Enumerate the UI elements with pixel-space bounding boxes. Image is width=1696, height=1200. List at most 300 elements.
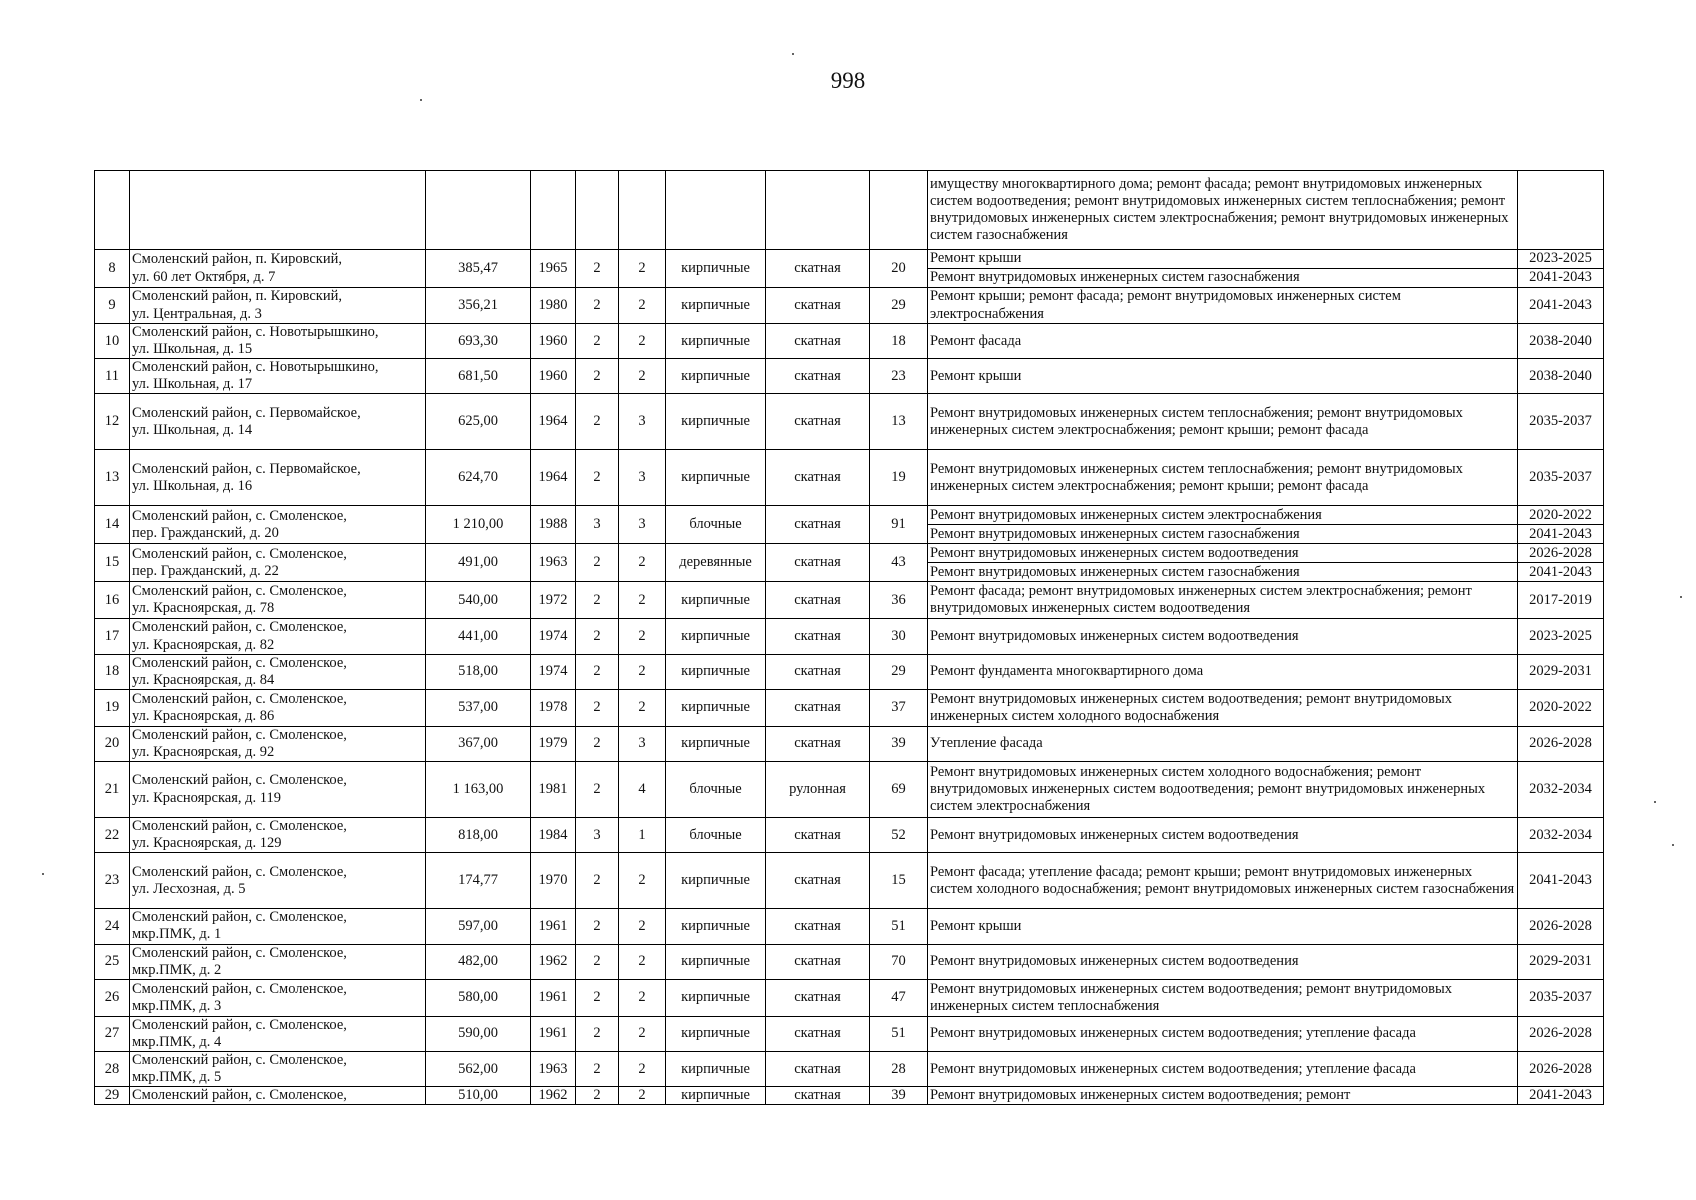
cell-works: Ремонт внутридомовых инженерных систем водоотведения bbox=[928, 944, 1518, 979]
cell-address bbox=[130, 979, 426, 1016]
cell-floors: 2 bbox=[576, 979, 619, 1016]
cell-roof: скатная bbox=[766, 250, 870, 288]
address-line-2: ул. Красноярская, д. 129 bbox=[132, 835, 282, 852]
cell-material: кирпичные bbox=[666, 288, 766, 324]
cell-year: 1961 bbox=[531, 979, 576, 1016]
table-row bbox=[95, 726, 1604, 761]
cell-year: 1961 bbox=[531, 1016, 576, 1051]
cell-roof bbox=[766, 171, 870, 250]
cell-material: кирпичные bbox=[666, 944, 766, 979]
cell-roof: скатная bbox=[766, 944, 870, 979]
address-line-2: ул. Красноярская, д. 78 bbox=[132, 600, 275, 617]
cell-works: Ремонт внутридомовых инженерных систем холодного водоснабжения; ремонт внутридомовых инженерных систем водоотведения; ремонт внутридомовых инженерных систем электроснабжения bbox=[928, 762, 1518, 818]
scan-speck bbox=[42, 873, 44, 875]
cell-row-number: 12 bbox=[95, 394, 130, 450]
cell-address bbox=[130, 288, 426, 324]
cell-area: 441,00 bbox=[426, 619, 531, 654]
table-row bbox=[95, 909, 1604, 944]
cell-row-number: 29 bbox=[95, 1087, 130, 1105]
cell-address bbox=[130, 762, 426, 818]
cell-entrances: 2 bbox=[619, 853, 666, 909]
cell-address bbox=[130, 619, 426, 654]
cell-material: кирпичные bbox=[666, 394, 766, 450]
table-row bbox=[95, 1016, 1604, 1051]
cell-works: Ремонт фундамента многоквартирного дома bbox=[928, 654, 1518, 689]
table-body bbox=[95, 171, 1604, 1105]
cell-entrances: 2 bbox=[619, 944, 666, 979]
cell-entrances: 4 bbox=[619, 762, 666, 818]
table-row bbox=[95, 979, 1604, 1016]
cell-area: 590,00 bbox=[426, 1016, 531, 1051]
cell-period: 2020-2022 bbox=[1518, 689, 1604, 726]
cell-year: 1974 bbox=[531, 654, 576, 689]
cell-roof: скатная bbox=[766, 1051, 870, 1086]
cell-period: 2041-2043 bbox=[1518, 1087, 1604, 1105]
cell-entrances: 3 bbox=[619, 394, 666, 450]
cell-row-number: 22 bbox=[95, 818, 130, 853]
cell-year bbox=[531, 171, 576, 250]
cell-row-number: 14 bbox=[95, 506, 130, 544]
cell-area: 580,00 bbox=[426, 979, 531, 1016]
cell-roof: скатная bbox=[766, 689, 870, 726]
cell-year: 1988 bbox=[531, 506, 576, 544]
cell-floors: 2 bbox=[576, 582, 619, 619]
cell-period: 2029-2031 bbox=[1518, 654, 1604, 689]
cell-roof: скатная bbox=[766, 1087, 870, 1105]
cell-works: Ремонт внутридомовых инженерных систем водоотведения; утепление фасада bbox=[928, 1051, 1518, 1086]
cell-year: 1984 bbox=[531, 818, 576, 853]
address-line-1: Смоленский район, с. Смоленское, bbox=[132, 909, 347, 926]
cell-area: 356,21 bbox=[426, 288, 531, 324]
cell-period: 2041-2043 bbox=[1518, 269, 1604, 288]
cell-area: 1 210,00 bbox=[426, 506, 531, 544]
address-line-1: Смоленский район, с. Смоленское, bbox=[132, 944, 347, 961]
cell-year: 1963 bbox=[531, 1051, 576, 1086]
cell-roof: скатная bbox=[766, 726, 870, 761]
cell-floors: 2 bbox=[576, 288, 619, 324]
cell-year: 1970 bbox=[531, 853, 576, 909]
cell-works: Утепление фасада bbox=[928, 726, 1518, 761]
cell-works: Ремонт внутридомовых инженерных систем газоснабжения bbox=[928, 525, 1518, 544]
cell-works: Ремонт внутридомовых инженерных систем электроснабжения bbox=[928, 506, 1518, 525]
cell-residents: 28 bbox=[870, 1051, 928, 1086]
cell-period bbox=[1518, 171, 1604, 250]
cell-floors: 2 bbox=[576, 324, 619, 359]
cell-area: 537,00 bbox=[426, 689, 531, 726]
address-line-2: мкр.ПМК, д. 3 bbox=[132, 997, 222, 1014]
address-line-2: ул. Красноярская, д. 119 bbox=[132, 789, 282, 806]
cell-residents: 19 bbox=[870, 450, 928, 506]
cell-entrances: 2 bbox=[619, 689, 666, 726]
table-row bbox=[95, 506, 1604, 525]
table-row bbox=[95, 762, 1604, 818]
cell-period: 2038-2040 bbox=[1518, 324, 1604, 359]
cell-works: Ремонт крыши; ремонт фасада; ремонт внутридомовых инженерных систем электроснабжения bbox=[928, 288, 1518, 324]
cell-period: 2026-2028 bbox=[1518, 726, 1604, 761]
cell-roof: скатная bbox=[766, 506, 870, 544]
address-line-2: ул. Красноярская, д. 92 bbox=[132, 743, 275, 760]
cell-row-number: 15 bbox=[95, 544, 130, 582]
address-line-1: Смоленский район, с. Смоленское, bbox=[132, 863, 347, 880]
cell-material: блочные bbox=[666, 818, 766, 853]
cell-period: 2041-2043 bbox=[1518, 563, 1604, 582]
cell-floors: 2 bbox=[576, 394, 619, 450]
cell-floors: 2 bbox=[576, 1016, 619, 1051]
address-line-2: ул. Красноярская, д. 86 bbox=[132, 707, 275, 724]
address-line-1: Смоленский район, с. Смоленское, bbox=[132, 583, 347, 600]
cell-roof: скатная bbox=[766, 288, 870, 324]
cell-row-number: 23 bbox=[95, 853, 130, 909]
cell-period: 2023-2025 bbox=[1518, 250, 1604, 269]
address-line-1: Смоленский район, с. Новотырышкино, bbox=[132, 359, 379, 376]
cell-roof: скатная bbox=[766, 979, 870, 1016]
cell-address bbox=[130, 1051, 426, 1086]
address-line-2: ул. Школьная, д. 15 bbox=[132, 341, 253, 358]
cell-material: кирпичные bbox=[666, 1016, 766, 1051]
cell-works: Ремонт внутридомовых инженерных систем газоснабжения bbox=[928, 563, 1518, 582]
cell-year: 1964 bbox=[531, 450, 576, 506]
cell-material: кирпичные bbox=[666, 909, 766, 944]
cell-address bbox=[130, 909, 426, 944]
cell-works-continuation: имуществу многоквартирного дома; ремонт фасада; ремонт внутридомовых инженерных систем водоотведения; ремонт внутридомовых инженерных систем теплоснабжения; ремонт внутридомовых инженерных систем электроснабжения; ремонт внутридомовых инженерных систем газоснабжения bbox=[928, 171, 1518, 250]
address-line-2: ул. Лесхозная, д. 5 bbox=[132, 880, 246, 897]
cell-area: 1 163,00 bbox=[426, 762, 531, 818]
cell-roof: скатная bbox=[766, 654, 870, 689]
address-line-1: Смоленский район, с. Смоленское, bbox=[132, 818, 347, 835]
cell-entrances: 2 bbox=[619, 654, 666, 689]
cell-area: 482,00 bbox=[426, 944, 531, 979]
address-line-1: Смоленский район, п. Кировский, bbox=[132, 288, 342, 305]
address-line-2: мкр.ПМК, д. 2 bbox=[132, 961, 222, 978]
cell-roof: рулонная bbox=[766, 762, 870, 818]
cell-area: 625,00 bbox=[426, 394, 531, 450]
cell-area: 693,30 bbox=[426, 324, 531, 359]
address-line-1: Смоленский район, с. Смоленское, bbox=[132, 1016, 347, 1033]
cell-row-number: 17 bbox=[95, 619, 130, 654]
cell-floors: 2 bbox=[576, 726, 619, 761]
cell-floors: 2 bbox=[576, 450, 619, 506]
table-row bbox=[95, 619, 1604, 654]
cell-row-number: 26 bbox=[95, 979, 130, 1016]
cell-roof: скатная bbox=[766, 394, 870, 450]
address-line-2: ул. Центральная, д. 3 bbox=[132, 305, 262, 322]
address-line-2: пер. Гражданский, д. 22 bbox=[132, 562, 279, 579]
cell-year: 1974 bbox=[531, 619, 576, 654]
cell-area: 562,00 bbox=[426, 1051, 531, 1086]
cell-address bbox=[130, 726, 426, 761]
table-row bbox=[95, 944, 1604, 979]
cell-period: 2032-2034 bbox=[1518, 762, 1604, 818]
cell-row-number: 20 bbox=[95, 726, 130, 761]
cell-residents: 29 bbox=[870, 288, 928, 324]
address-line-1: Смоленский район, с. Смоленское, bbox=[132, 690, 347, 707]
address-line-1: Смоленский район, с. Смоленское, bbox=[132, 1051, 347, 1068]
cell-works: Ремонт крыши bbox=[928, 359, 1518, 394]
cell-address bbox=[130, 394, 426, 450]
cell-works: Ремонт внутридомовых инженерных систем теплоснабжения; ремонт внутридомовых инженерных систем электроснабжения; ремонт крыши; ремонт фасада bbox=[928, 450, 1518, 506]
cell-floors: 2 bbox=[576, 359, 619, 394]
cell-period: 2026-2028 bbox=[1518, 1051, 1604, 1086]
cell-material: кирпичные bbox=[666, 250, 766, 288]
cell-area bbox=[426, 171, 531, 250]
cell-residents: 47 bbox=[870, 979, 928, 1016]
cell-area: 491,00 bbox=[426, 544, 531, 582]
cell-entrances bbox=[619, 171, 666, 250]
cell-material: кирпичные bbox=[666, 1087, 766, 1105]
scan-speck bbox=[420, 99, 422, 101]
cell-row-number: 11 bbox=[95, 359, 130, 394]
cell-residents: 52 bbox=[870, 818, 928, 853]
cell-roof: скатная bbox=[766, 450, 870, 506]
cell-material: кирпичные bbox=[666, 853, 766, 909]
cell-entrances: 2 bbox=[619, 250, 666, 288]
cell-roof: скатная bbox=[766, 909, 870, 944]
cell-year: 1961 bbox=[531, 909, 576, 944]
cell-floors: 2 bbox=[576, 762, 619, 818]
cell-row-number: 8 bbox=[95, 250, 130, 288]
address-line-1: Смоленский район, с. Смоленское, bbox=[132, 507, 347, 524]
cell-material: блочные bbox=[666, 506, 766, 544]
cell-period: 2026-2028 bbox=[1518, 909, 1604, 944]
cell-year: 1972 bbox=[531, 582, 576, 619]
cell-address bbox=[130, 1087, 426, 1105]
cell-num bbox=[95, 171, 130, 250]
cell-floors bbox=[576, 171, 619, 250]
cell-period: 2038-2040 bbox=[1518, 359, 1604, 394]
cell-entrances: 2 bbox=[619, 979, 666, 1016]
cell-roof: скатная bbox=[766, 853, 870, 909]
cell-area: 174,77 bbox=[426, 853, 531, 909]
cell-address bbox=[130, 944, 426, 979]
address-line-1: Смоленский район, с. Смоленское, bbox=[132, 772, 347, 789]
cell-material: кирпичные bbox=[666, 654, 766, 689]
cell-entrances: 2 bbox=[619, 619, 666, 654]
cell-address bbox=[130, 359, 426, 394]
cell-works: Ремонт внутридомовых инженерных систем теплоснабжения; ремонт внутридомовых инженерных систем электроснабжения; ремонт крыши; ремонт фасада bbox=[928, 394, 1518, 450]
cell-row-number: 24 bbox=[95, 909, 130, 944]
cell-year: 1978 bbox=[531, 689, 576, 726]
cell-roof: скатная bbox=[766, 818, 870, 853]
address-line-2: ул. 60 лет Октября, д. 7 bbox=[132, 268, 276, 285]
cell-material: кирпичные bbox=[666, 619, 766, 654]
cell-residents: 43 bbox=[870, 544, 928, 582]
cell-material: кирпичные bbox=[666, 1051, 766, 1086]
cell-period: 2041-2043 bbox=[1518, 853, 1604, 909]
table-row bbox=[95, 853, 1604, 909]
cell-entrances: 2 bbox=[619, 1016, 666, 1051]
cell-floors: 2 bbox=[576, 544, 619, 582]
cell-address bbox=[130, 689, 426, 726]
cell-material: кирпичные bbox=[666, 582, 766, 619]
cell-area: 818,00 bbox=[426, 818, 531, 853]
cell-residents bbox=[870, 171, 928, 250]
cell-period: 2041-2043 bbox=[1518, 288, 1604, 324]
cell-works: Ремонт внутридомовых инженерных систем водоотведения; ремонт bbox=[928, 1087, 1518, 1105]
cell-entrances: 2 bbox=[619, 544, 666, 582]
address-line-2: мкр.ПМК, д. 5 bbox=[132, 1069, 222, 1086]
cell-entrances: 2 bbox=[619, 1087, 666, 1105]
table-row bbox=[95, 324, 1604, 359]
address-line-2: мкр.ПМК, д. 1 bbox=[132, 926, 222, 943]
cell-floors: 2 bbox=[576, 909, 619, 944]
cell-works: Ремонт внутридомовых инженерных систем водоотведения bbox=[928, 544, 1518, 563]
cell-entrances: 2 bbox=[619, 582, 666, 619]
cell-period: 2023-2025 bbox=[1518, 619, 1604, 654]
cell-area: 597,00 bbox=[426, 909, 531, 944]
cell-year: 1980 bbox=[531, 288, 576, 324]
address-line-2: мкр.ПМК, д. 4 bbox=[132, 1033, 222, 1050]
cell-address bbox=[130, 250, 426, 288]
cell-residents: 30 bbox=[870, 619, 928, 654]
cell-period: 2035-2037 bbox=[1518, 450, 1604, 506]
table-row bbox=[95, 654, 1604, 689]
cell-works: Ремонт внутридомовых инженерных систем водоотведения; утепление фасада bbox=[928, 1016, 1518, 1051]
address-line-1: Смоленский район, с. Смоленское, bbox=[132, 980, 347, 997]
cell-area: 518,00 bbox=[426, 654, 531, 689]
cell-area: 385,47 bbox=[426, 250, 531, 288]
cell-floors: 2 bbox=[576, 619, 619, 654]
cell-residents: 13 bbox=[870, 394, 928, 450]
cell-floors: 2 bbox=[576, 250, 619, 288]
cell-year: 1965 bbox=[531, 250, 576, 288]
cell-residents: 23 bbox=[870, 359, 928, 394]
cell-residents: 91 bbox=[870, 506, 928, 544]
cell-works: Ремонт внутридомовых инженерных систем водоотведения; ремонт внутридомовых инженерных систем теплоснабжения bbox=[928, 979, 1518, 1016]
cell-residents: 20 bbox=[870, 250, 928, 288]
cell-address bbox=[130, 544, 426, 582]
cell-address bbox=[130, 450, 426, 506]
cell-material: блочные bbox=[666, 762, 766, 818]
cell-works: Ремонт внутридомовых инженерных систем газоснабжения bbox=[928, 269, 1518, 288]
address-line-2: ул. Школьная, д. 16 bbox=[132, 477, 253, 494]
cell-period: 2035-2037 bbox=[1518, 394, 1604, 450]
table-row bbox=[95, 689, 1604, 726]
cell-floors: 2 bbox=[576, 1087, 619, 1105]
page-number: 998 bbox=[830, 68, 866, 93]
cell-works: Ремонт фасада; утепление фасада; ремонт крыши; ремонт внутридомовых инженерных систем холодного водоснабжения; ремонт внутридомовых инженерных систем газоснабжения bbox=[928, 853, 1518, 909]
cell-works: Ремонт крыши bbox=[928, 250, 1518, 269]
cell-year: 1962 bbox=[531, 1087, 576, 1105]
cell-residents: 69 bbox=[870, 762, 928, 818]
cell-works: Ремонт фасада bbox=[928, 324, 1518, 359]
cell-material: кирпичные bbox=[666, 726, 766, 761]
address-line-2: пер. Гражданский, д. 20 bbox=[132, 524, 279, 541]
cell-floors: 2 bbox=[576, 1051, 619, 1086]
cell-area: 540,00 bbox=[426, 582, 531, 619]
table-row bbox=[95, 818, 1604, 853]
table-row bbox=[95, 582, 1604, 619]
table-row bbox=[95, 544, 1604, 563]
table-row bbox=[95, 1087, 1604, 1105]
scan-speck bbox=[1680, 596, 1682, 598]
cell-row-number: 28 bbox=[95, 1051, 130, 1086]
cell-material: кирпичные bbox=[666, 450, 766, 506]
cell-roof: скатная bbox=[766, 324, 870, 359]
table-row bbox=[95, 450, 1604, 506]
address-line-1: Смоленский район, с. Смоленское, bbox=[132, 619, 347, 636]
cell-floors: 3 bbox=[576, 506, 619, 544]
address-line-1: Смоленский район, п. Кировский, bbox=[132, 251, 342, 268]
cell-floors: 2 bbox=[576, 853, 619, 909]
cell-residents: 39 bbox=[870, 1087, 928, 1105]
cell-residents: 39 bbox=[870, 726, 928, 761]
cell-material bbox=[666, 171, 766, 250]
cell-period: 2035-2037 bbox=[1518, 979, 1604, 1016]
cell-works: Ремонт внутридомовых инженерных систем водоотведения bbox=[928, 818, 1518, 853]
table-row bbox=[95, 394, 1604, 450]
cell-period: 2026-2028 bbox=[1518, 1016, 1604, 1051]
address-line-2: ул. Школьная, д. 14 bbox=[132, 421, 253, 438]
scan-speck bbox=[792, 53, 794, 55]
address-line-1: Смоленский район, с. Смоленское, bbox=[132, 726, 347, 743]
cell-residents: 36 bbox=[870, 582, 928, 619]
cell-area: 367,00 bbox=[426, 726, 531, 761]
cell-residents: 15 bbox=[870, 853, 928, 909]
cell-floors: 2 bbox=[576, 689, 619, 726]
address-line-2: ул. Школьная, д. 17 bbox=[132, 376, 253, 393]
cell-row-number: 25 bbox=[95, 944, 130, 979]
cell-area: 510,00 bbox=[426, 1087, 531, 1105]
cell-year: 1963 bbox=[531, 544, 576, 582]
cell-row-number: 10 bbox=[95, 324, 130, 359]
cell-entrances: 3 bbox=[619, 506, 666, 544]
cell-roof: скатная bbox=[766, 359, 870, 394]
cell-residents: 29 bbox=[870, 654, 928, 689]
cell-entrances: 2 bbox=[619, 288, 666, 324]
cell-row-number: 16 bbox=[95, 582, 130, 619]
cell-residents: 70 bbox=[870, 944, 928, 979]
cell-year: 1962 bbox=[531, 944, 576, 979]
table-row bbox=[95, 1051, 1604, 1086]
cell-floors: 2 bbox=[576, 654, 619, 689]
cell-row-number: 27 bbox=[95, 1016, 130, 1051]
capital-repair-table bbox=[94, 170, 1604, 1105]
address-line-1: Смоленский район, с. Первомайское, bbox=[132, 460, 361, 477]
cell-entrances: 2 bbox=[619, 1051, 666, 1086]
cell-year: 1960 bbox=[531, 324, 576, 359]
cell-period: 2041-2043 bbox=[1518, 525, 1604, 544]
cell-roof: скатная bbox=[766, 619, 870, 654]
scan-speck bbox=[1654, 801, 1656, 803]
cell-material: кирпичные bbox=[666, 689, 766, 726]
cell-year: 1979 bbox=[531, 726, 576, 761]
cell-address bbox=[130, 1016, 426, 1051]
cell-address bbox=[130, 654, 426, 689]
cell-material: кирпичные bbox=[666, 359, 766, 394]
cell-entrances: 2 bbox=[619, 909, 666, 944]
cell-works: Ремонт внутридомовых инженерных систем водоотведения bbox=[928, 619, 1518, 654]
cell-roof: скатная bbox=[766, 582, 870, 619]
cell-area: 624,70 bbox=[426, 450, 531, 506]
cell-period: 2020-2022 bbox=[1518, 506, 1604, 525]
cell-area: 681,50 bbox=[426, 359, 531, 394]
cell-period: 2017-2019 bbox=[1518, 582, 1604, 619]
cell-address bbox=[130, 324, 426, 359]
address-line-1: Смоленский район, с. Смоленское, bbox=[132, 545, 347, 562]
continuation-row bbox=[95, 171, 1604, 250]
cell-address bbox=[130, 818, 426, 853]
cell-row-number: 13 bbox=[95, 450, 130, 506]
cell-entrances: 2 bbox=[619, 324, 666, 359]
cell-year: 1960 bbox=[531, 359, 576, 394]
cell-entrances: 1 bbox=[619, 818, 666, 853]
address-line-1: Смоленский район, с. Смоленское, bbox=[132, 654, 347, 671]
cell-material: кирпичные bbox=[666, 324, 766, 359]
cell-address bbox=[130, 171, 426, 250]
cell-address bbox=[130, 853, 426, 909]
cell-residents: 51 bbox=[870, 909, 928, 944]
cell-floors: 2 bbox=[576, 944, 619, 979]
